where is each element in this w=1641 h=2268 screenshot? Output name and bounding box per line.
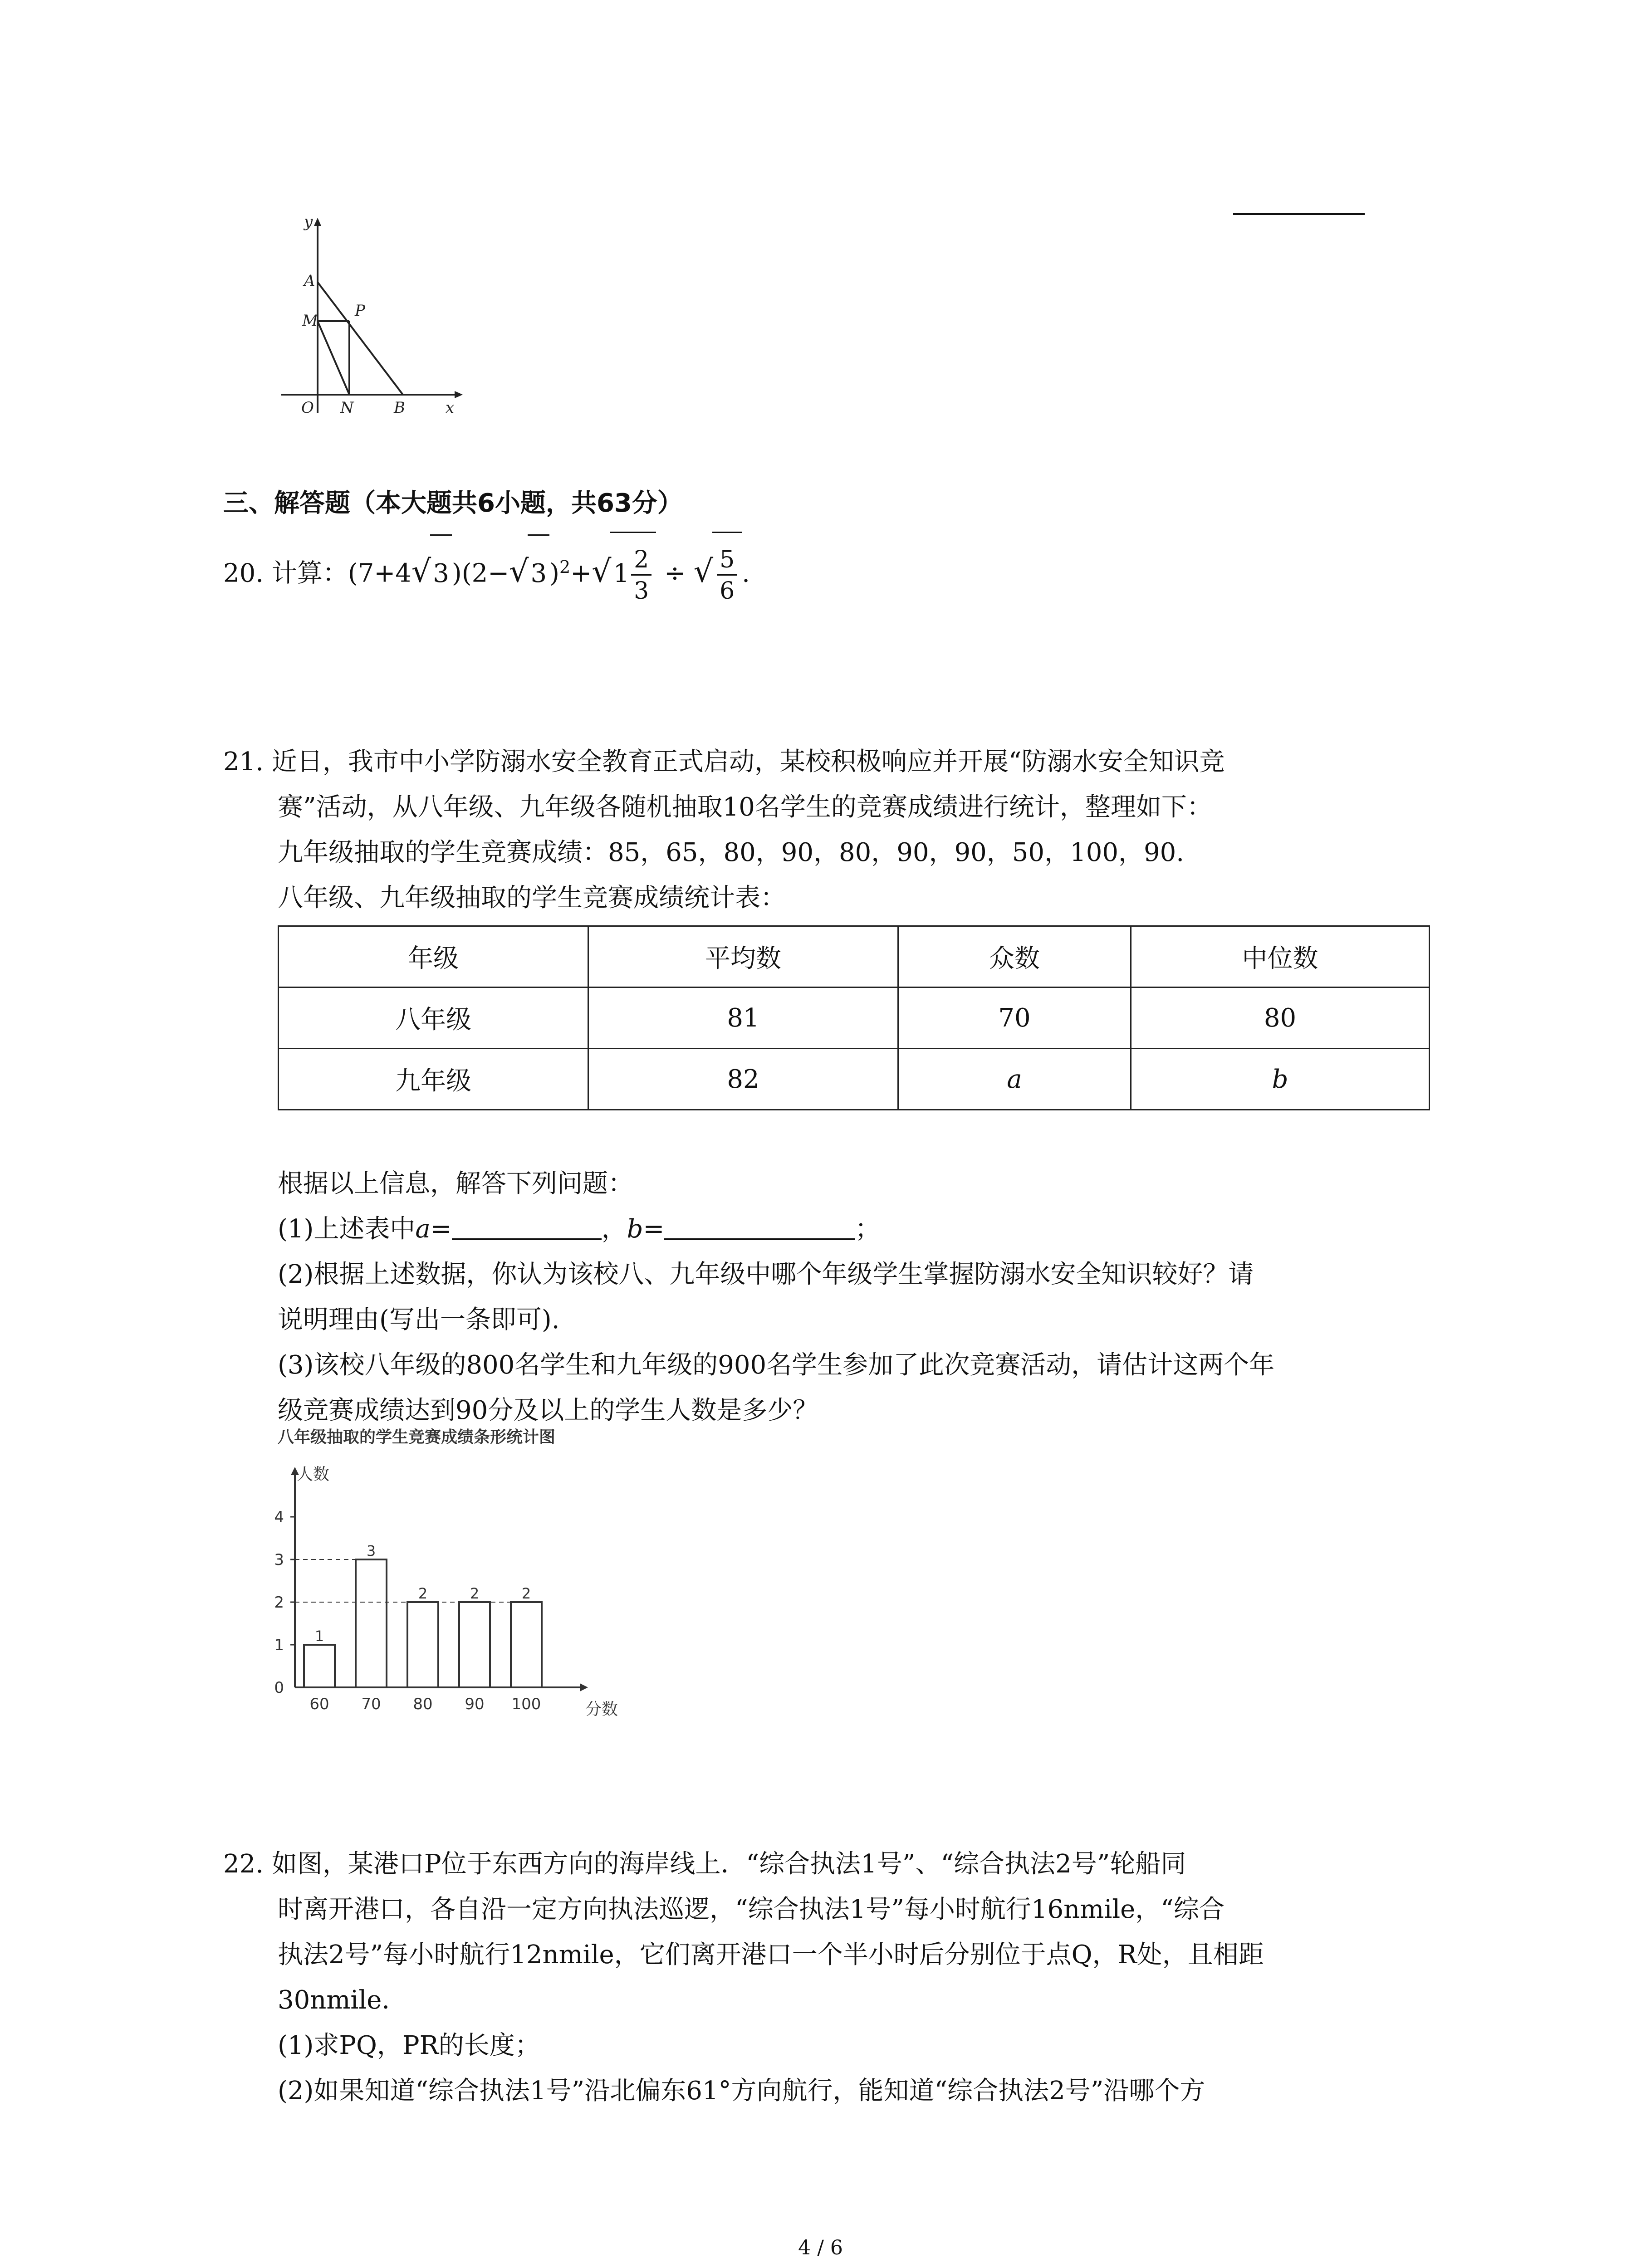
label-n: N (340, 399, 354, 417)
y-tick-label: 0 (274, 1679, 284, 1697)
q22-line1 (223, 1842, 1186, 1887)
q22-line4: 30nmile． (278, 1985, 407, 2015)
radicand: 3 (528, 534, 549, 610)
table-cell: 九年级 (279, 1049, 588, 1110)
var-a: a (415, 1214, 431, 1244)
q21-line2: 赛”活动，从八年级、九年级各随机抽取10名学生的竞赛成绩进行统计，整理如下： (278, 792, 1212, 822)
bar (407, 1602, 438, 1687)
label-y: y (304, 213, 313, 231)
table-header-cell: 平均数 (588, 926, 898, 987)
expr-part: (7+4 (348, 558, 411, 588)
q22-line3: 执法2号”每小时航行12nmile，它们离开港口一个半小时后分别位于点Q，R处，且相距 (278, 1940, 1264, 1970)
bar (459, 1602, 490, 1687)
radicand: 3 (430, 534, 452, 610)
sub1-text: (1)上述表中 (278, 1214, 416, 1244)
mixed-whole: 1 (613, 558, 630, 588)
q21-sub1 (278, 1207, 880, 1252)
q22-sub1: (1)求PQ，PR的长度； (278, 2031, 540, 2060)
x-tick-label: 90 (465, 1695, 485, 1713)
expr-part: )(2− (451, 558, 509, 588)
y-tick-label: 4 (274, 1508, 284, 1526)
answer-blank-line (1233, 213, 1365, 215)
x-arrow-icon (455, 391, 463, 398)
label-a: A (304, 272, 315, 290)
expr-part: ) (549, 558, 559, 588)
table-header-cell: 年级 (279, 926, 588, 987)
table-cell: a (898, 1049, 1131, 1110)
q22-line2: 时离开港口，各自沿一定方向执法巡逻，“综合执法1号”每小时航行16nmile，“综合 (278, 1895, 1225, 1924)
label-b: B (394, 399, 405, 417)
q21-intro: 根据以上信息，解答下列问题： (278, 1169, 633, 1198)
var-b: b (627, 1214, 643, 1244)
y-tick-label: 1 (274, 1636, 284, 1654)
question-number: 21. (223, 747, 264, 777)
sqrt-icon: √ (693, 553, 714, 590)
comma: ， (601, 1214, 627, 1244)
question-20 (223, 531, 750, 610)
data-label: 3 (366, 1542, 376, 1559)
table-cell: 70 (898, 987, 1131, 1049)
x-tick-label: 70 (361, 1695, 381, 1713)
section-title: 三、解答题（本大题共6小题，共63分） (223, 489, 683, 518)
bar (356, 1559, 387, 1687)
question-prefix: 计算： (271, 558, 348, 588)
x-arrow-icon (580, 1683, 588, 1691)
table-row (279, 1049, 1430, 1110)
sqrt-icon: √ (411, 553, 431, 590)
data-label: 2 (521, 1585, 531, 1602)
x-tick-label: 60 (309, 1695, 329, 1713)
answer-blank-a[interactable] (452, 1211, 602, 1240)
chart-title: 八年级抽取的学生竞赛成绩条形统计图 (278, 1428, 556, 1447)
exponent: 2 (559, 557, 571, 577)
y-tick-label: 3 (274, 1551, 284, 1569)
expr-end: . (742, 558, 750, 588)
label-o: O (301, 399, 314, 417)
bar (304, 1645, 335, 1687)
label-m: M (302, 312, 318, 330)
divide-sign: ÷ (664, 558, 686, 588)
fraction-five-sixths: $\frac{5}{6}$ (717, 548, 737, 603)
table-cell: 81 (588, 987, 898, 1049)
bar-chart (268, 1447, 618, 1719)
table-row (279, 987, 1430, 1049)
y-axis-label: 人数 (297, 1465, 330, 1484)
equals: = (430, 1214, 452, 1244)
data-label: 2 (418, 1585, 428, 1602)
sqrt-icon: √ (509, 553, 529, 590)
data-label: 2 (470, 1585, 480, 1602)
table-cell: b (1131, 1049, 1430, 1110)
q21-line3: 九年级抽取的学生竞赛成绩：85，65，80，90，80，90，90，50，100，90. (278, 838, 1185, 867)
x-tick-label: 100 (511, 1695, 541, 1713)
data-label: 1 (314, 1628, 324, 1645)
y-tick-label: 2 (274, 1593, 284, 1612)
expr-part: + (570, 558, 592, 588)
semicolon: ； (855, 1214, 881, 1244)
q21-sub2-line1: (2)根据上述数据，你认为该校八、九年级中哪个年级学生掌握防溺水安全知识较好？请 (278, 1260, 1254, 1289)
table-header-row (279, 926, 1430, 987)
y-arrow-icon (314, 218, 321, 226)
segment-ab (318, 282, 403, 395)
table-cell: 80 (1131, 987, 1430, 1049)
sqrt-icon: √ (592, 553, 612, 590)
q21-line4: 八年级、九年级抽取的学生竞赛成绩统计表： (278, 883, 786, 913)
page-number: 4 / 6 (798, 2236, 843, 2259)
fraction-two-thirds: $\frac{2}{3}$ (631, 548, 652, 603)
table-header-cell: 众数 (898, 926, 1131, 987)
question-number: 22. (223, 1849, 264, 1879)
q22-text: 如图，某港口P位于东西方向的海岸线上．“综合执法1号”、“综合执法2号”轮船同 (271, 1849, 1186, 1879)
table-cell: 82 (588, 1049, 898, 1110)
segment-mn (318, 321, 349, 395)
x-axis-label: 分数 (585, 1700, 618, 1719)
q21-sub3-line2: 级竞赛成绩达到90分及以上的学生人数是多少？ (278, 1396, 818, 1425)
table-header-cell: 中位数 (1131, 926, 1430, 987)
bar (511, 1602, 542, 1687)
answer-blank-b[interactable] (664, 1211, 855, 1240)
q21-line1 (223, 739, 1225, 785)
label-x: x (446, 399, 455, 417)
q21-text: 近日，我市中小学防溺水安全教育正式启动，某校积极响应并开展“防溺水安全知识竞 (271, 747, 1225, 777)
q21-sub2-line2: 说明理由(写出一条即可). (278, 1305, 560, 1334)
q21-sub3-line1: (3)该校八年级的800名学生和九年级的900名学生参加了此次竞赛活动，请估计这两个年 (278, 1350, 1275, 1380)
equals: = (643, 1214, 665, 1244)
question-number: 20. (223, 558, 264, 588)
stats-table (278, 925, 1430, 1110)
x-tick-label: 80 (413, 1695, 433, 1713)
geometry-figure (268, 213, 476, 422)
label-p: P (355, 302, 365, 320)
q22-sub2: (2)如果知道“综合执法1号”沿北偏东61°方向航行，能知道“综合执法2号”沿哪个方 (278, 2076, 1205, 2106)
table-cell: 八年级 (279, 987, 588, 1049)
